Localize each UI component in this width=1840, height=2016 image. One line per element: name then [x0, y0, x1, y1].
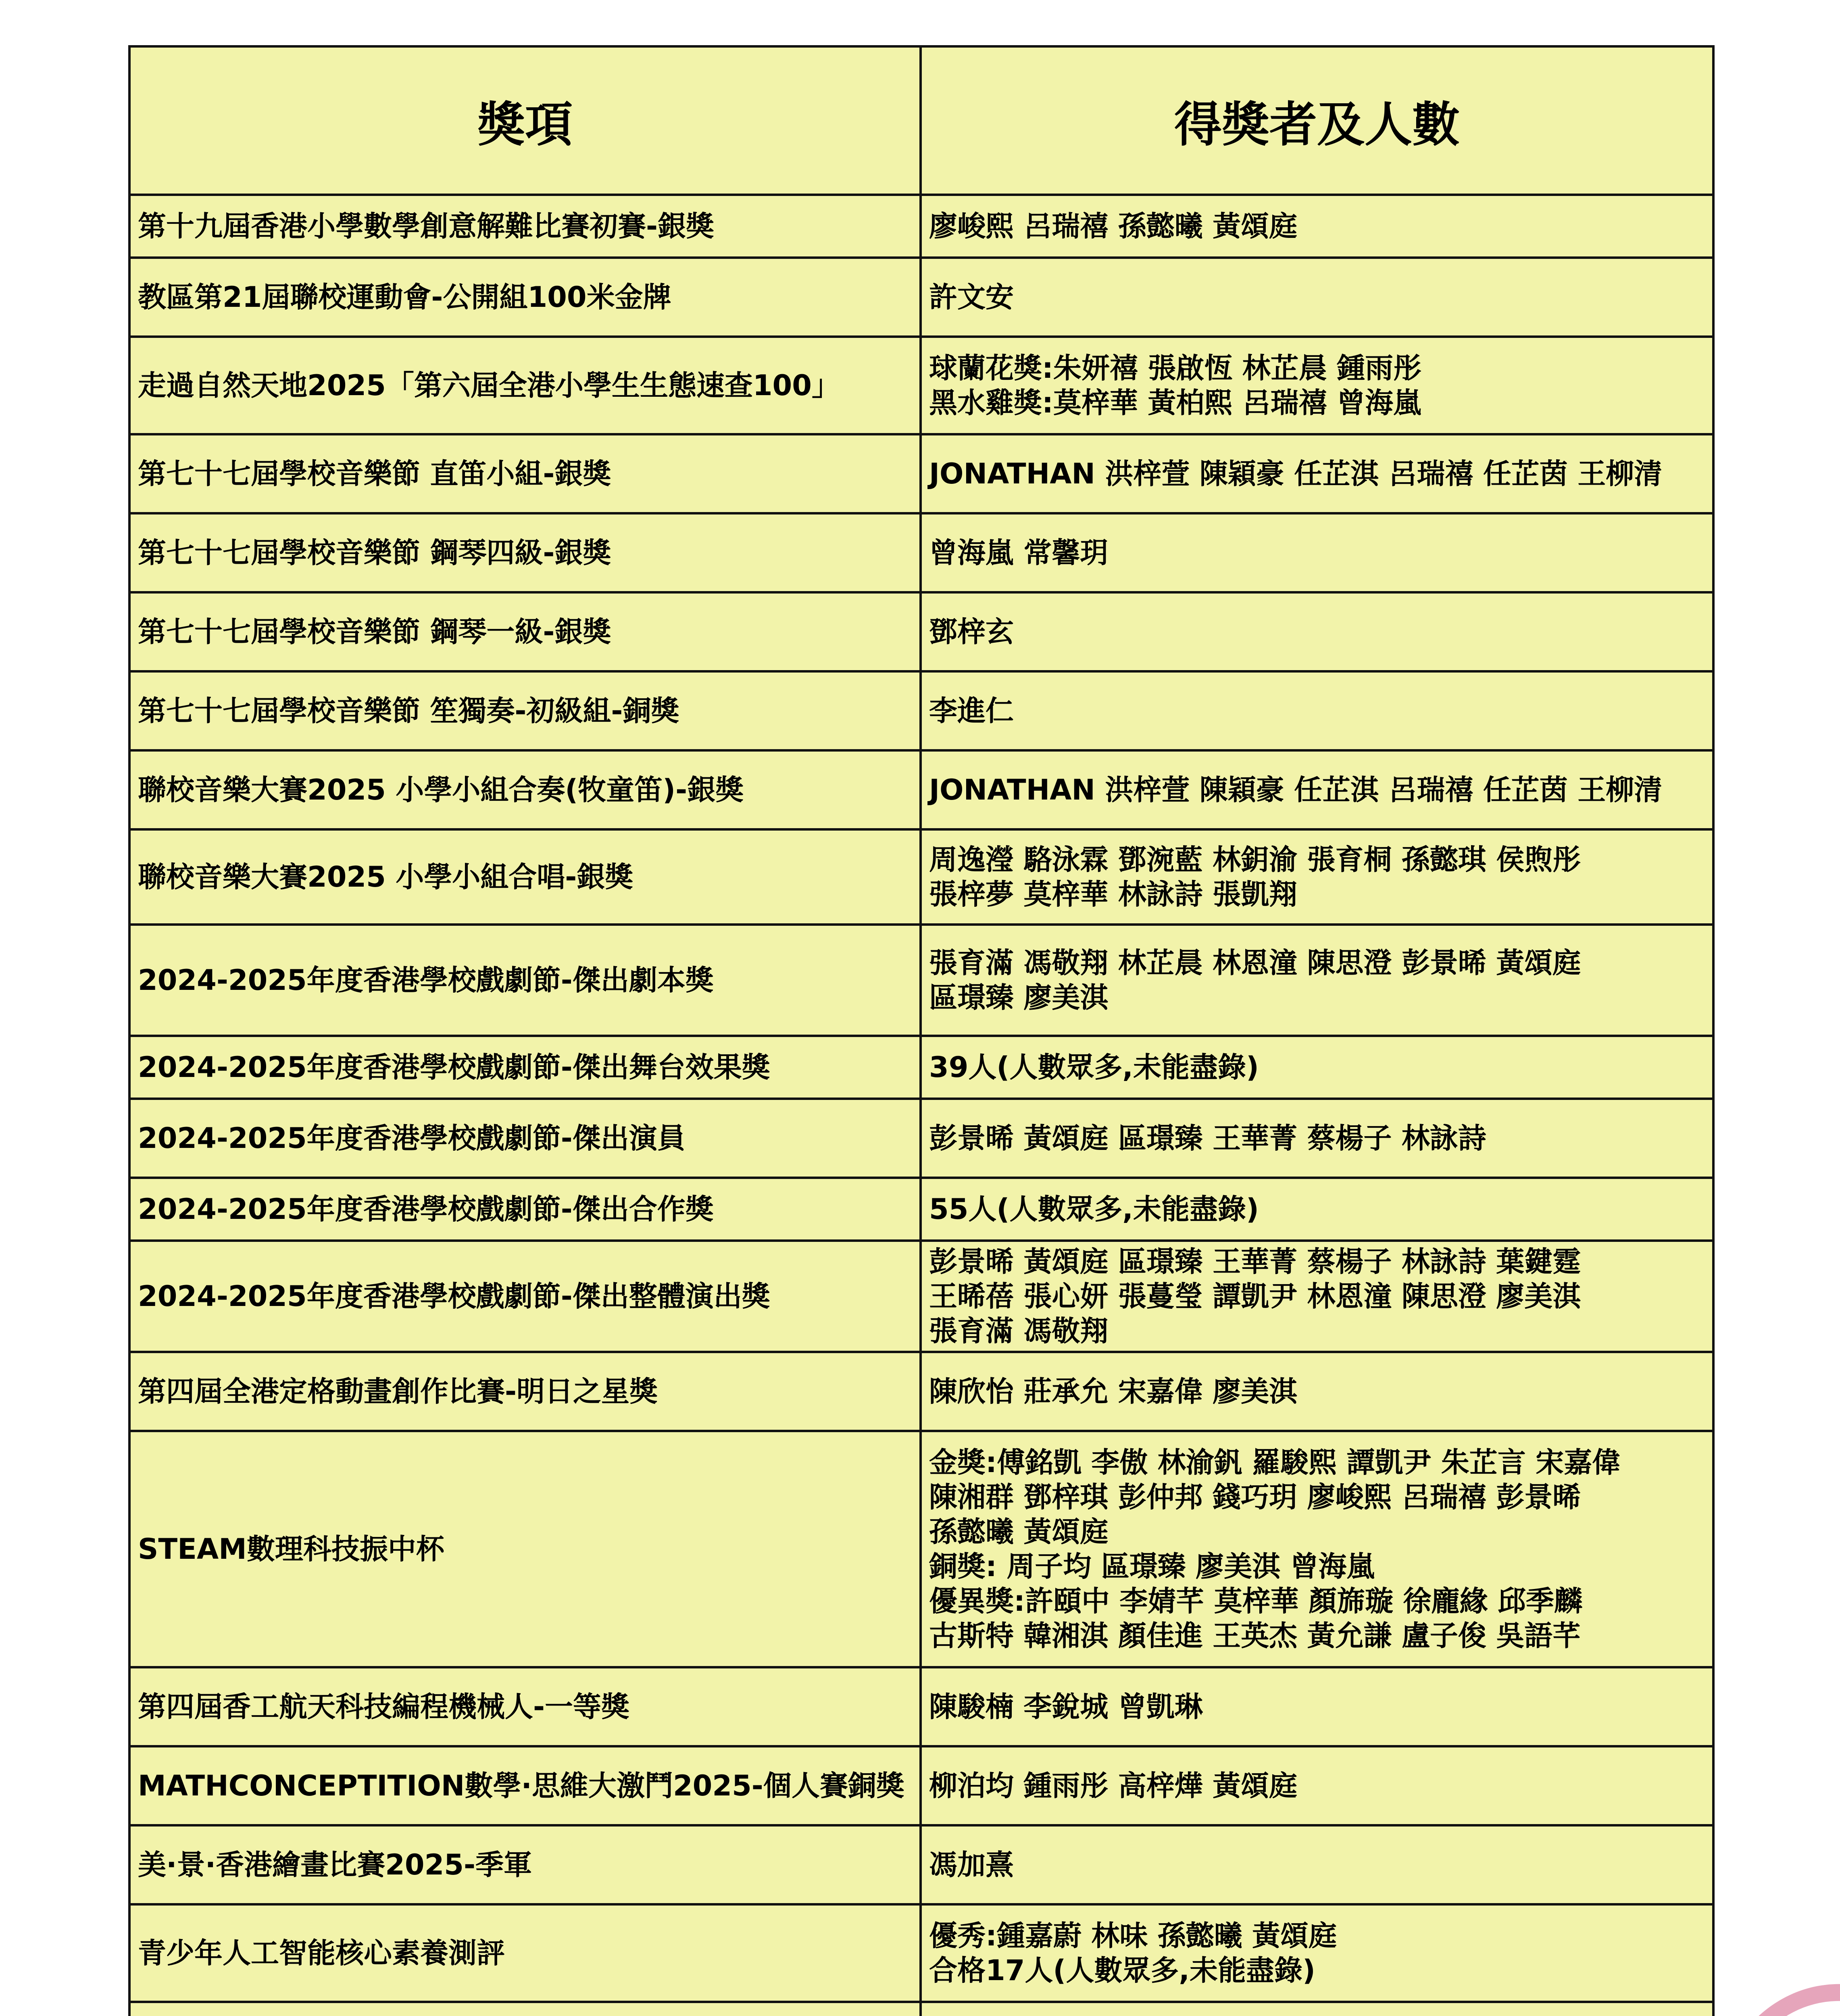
table-row — [129, 337, 1713, 434]
winner-line: 馮加熹 — [929, 1848, 1014, 1881]
winners-cell — [921, 2002, 1713, 2016]
winners-cell — [921, 1352, 1713, 1431]
winner-line: 球蘭花獎:朱妍禧 張啟恆 林芷晨 鍾雨彤 — [929, 352, 1422, 385]
awards-table — [128, 45, 1715, 2016]
award-cell: 聯校音樂大賽2025 小學小組合唱-銀獎 — [129, 829, 921, 925]
table-row — [129, 1099, 1713, 1178]
winner-line: 古斯特 韓湘淇 顏佳進 王英杰 黃允謙 盧子俊 吳語芊 — [929, 1619, 1581, 1652]
table-body — [129, 195, 1713, 2016]
winner-line: 優異獎:許頤中 李婧芊 莫梓華 顏旆璇 徐龐緣 邱季麟 — [929, 1585, 1582, 1618]
award-cell: MATHCONCEPTITION數學·思維大激鬥2025-個人賽銅獎 — [129, 1746, 921, 1825]
winners-cell — [921, 434, 1713, 513]
winner-line: 張育滿 馮敬翔 — [929, 1314, 1109, 1347]
table-row — [129, 750, 1713, 829]
award-cell: 美·景·香港繪畫比賽2025-季軍 — [129, 1825, 921, 1904]
award-cell: 教區第21屆聯校運動會-公開組100米金牌 — [129, 258, 921, 337]
table-row — [129, 1352, 1713, 1431]
award-cell: 第十九屆香港小學數學創意解難比賽初賽-銀獎 — [129, 195, 921, 258]
winner-line: 彭景晞 黃頌庭 區璟臻 王華菁 蔡楊子 林詠詩 — [929, 1122, 1486, 1155]
award-cell: 2024-2025年度香港學校戲劇節-傑出劇本獎 — [129, 925, 921, 1036]
winner-line: 柳泊均 鍾雨彤 高梓燁 黃頌庭 — [929, 1769, 1298, 1802]
table-row — [129, 1036, 1713, 1099]
winners-cell — [921, 1904, 1713, 2002]
table-row — [129, 1667, 1713, 1746]
winners-cell — [921, 925, 1713, 1036]
award-cell: 第四屆全港定格動畫創作比賽-明日之星獎 — [129, 1352, 921, 1431]
winners-cell — [921, 1036, 1713, 1099]
winners-cell — [921, 1099, 1713, 1178]
winner-line: 許文安 — [929, 281, 1014, 314]
table-row — [129, 925, 1713, 1036]
winner-line: 周逸瀅 駱泳霖 鄧涴藍 林鈅渝 張育桐 孫懿琪 侯煦彤 — [929, 843, 1581, 876]
winner-line: 曾海嵐 常馨玥 — [929, 536, 1109, 569]
winners-cell — [921, 1431, 1713, 1667]
winners-cell — [921, 258, 1713, 337]
table-row — [129, 1431, 1713, 1667]
winner-line: 優秀:鍾嘉蔚 林味 孫懿曦 黃頌庭 — [929, 1919, 1337, 1952]
header-award: 獎項 — [129, 46, 921, 195]
winners-cell — [921, 1825, 1713, 1904]
winners-cell — [921, 592, 1713, 671]
table-row — [129, 1241, 1713, 1352]
award-cell: 第七十七屆學校音樂節 鋼琴四級-銀獎 — [129, 513, 921, 592]
table-row — [129, 1825, 1713, 1904]
award-cell: 2024-2025年度香港學校戲劇節-傑出演員 — [129, 1099, 921, 1178]
award-cell: 走過自然天地2025「第六屆全港小學生生態速查100」 — [129, 337, 921, 434]
winner-line: 孫懿曦 黃頌庭 — [929, 1515, 1109, 1548]
award-cell: 聯校音樂大賽2025 小學小組合奏(牧童笛)-銀獎 — [129, 750, 921, 829]
header-row — [129, 46, 1713, 195]
winner-line: 陳湘群 鄧梓琪 彭仲邦 錢巧玥 廖峻熙 呂瑞禧 彭景晞 — [929, 1481, 1581, 1514]
winner-line: JONATHAN 洪梓萱 陳穎豪 任芷淇 呂瑞禧 任芷茵 王柳清 — [929, 457, 1663, 490]
award-cell: 2024-2025年度香港學校戲劇節-傑出舞台效果獎 — [129, 1036, 921, 1099]
award-cell: 2024-2025年度香港學校戲劇節-傑出合作獎 — [129, 1178, 921, 1241]
award-cell: 第七十七屆學校音樂節 直笛小組-銀獎 — [129, 434, 921, 513]
winner-line: 張梓夢 莫梓華 林詠詩 張凱翔 — [929, 878, 1298, 911]
table-row — [129, 513, 1713, 592]
winners-cell — [921, 195, 1713, 258]
winners-cell — [921, 1667, 1713, 1746]
winner-line: 鄧梓玄 — [929, 615, 1014, 648]
table-row — [129, 1904, 1713, 2002]
winner-line: 張育滿 馮敬翔 林芷晨 林恩潼 陳思澄 彭景晞 黃頌庭 — [929, 946, 1581, 979]
winners-cell — [921, 1746, 1713, 1825]
table-row — [129, 2002, 1713, 2016]
winners-cell — [921, 513, 1713, 592]
winner-line: 合格17人(人數眾多,未能盡錄) — [929, 1954, 1315, 1987]
winners-cell — [921, 1241, 1713, 1352]
winner-line: 55人(人數眾多,未能盡錄) — [929, 1193, 1259, 1226]
award-cell: 2024-2025年度香港學校戲劇節-傑出整體演出獎 — [129, 1241, 921, 1352]
award-cell — [129, 2002, 921, 2016]
winner-line: 黑水雞獎:莫梓華 黃柏熙 呂瑞禧 曾海嵐 — [929, 386, 1422, 419]
table-row — [129, 195, 1713, 258]
winner-line: 王晞蓓 張心妍 張蔓瑩 譚凱尹 林恩潼 陳思澄 廖美淇 — [929, 1280, 1581, 1313]
decorative-pink-arc — [1694, 1967, 1840, 2016]
winner-line: 彭景晞 黃頌庭 區璟臻 王華菁 蔡楊子 林詠詩 葉鍵霆 — [929, 1245, 1581, 1278]
winners-cell — [921, 829, 1713, 925]
table-row — [129, 671, 1713, 750]
winners-cell — [921, 671, 1713, 750]
table-row — [129, 592, 1713, 671]
winner-line: 李進仁 — [929, 694, 1014, 727]
table-row — [129, 829, 1713, 925]
winner-line: 陳欣怡 莊承允 宋嘉偉 廖美淇 — [929, 1375, 1298, 1408]
winner-line: 區璟臻 廖美淇 — [929, 981, 1109, 1014]
table-row — [129, 258, 1713, 337]
winner-line: 銅獎: 周子均 區璟臻 廖美淇 曾海嵐 — [929, 1550, 1375, 1583]
winners-cell — [921, 1178, 1713, 1241]
winners-cell — [921, 750, 1713, 829]
award-cell: 第七十七屆學校音樂節 鋼琴一級-銀獎 — [129, 592, 921, 671]
winner-line: 39人(人數眾多,未能盡錄) — [929, 1051, 1259, 1084]
award-cell: 第七十七屆學校音樂節 笙獨奏-初級組-銅獎 — [129, 671, 921, 750]
award-cell: 青少年人工智能核心素養測評 — [129, 1904, 921, 2002]
winner-line: JONATHAN 洪梓萱 陳穎豪 任芷淇 呂瑞禧 任芷茵 王柳清 — [929, 773, 1663, 806]
table-row — [129, 434, 1713, 513]
table-row — [129, 1178, 1713, 1241]
award-cell: 第四屆香工航天科技編程機械人-一等獎 — [129, 1667, 921, 1746]
header-winners: 得獎者及人數 — [921, 46, 1713, 195]
winner-line: 金獎:傅銘凱 李傲 林渝釩 羅駿熙 譚凱尹 朱芷言 宋嘉偉 — [929, 1446, 1621, 1479]
table-row — [129, 1746, 1713, 1825]
winner-line: 陳駿楠 李銳城 曾凱琳 — [929, 1690, 1203, 1723]
winner-line: 廖峻熙 呂瑞禧 孫懿曦 黃頌庭 — [929, 210, 1298, 243]
winners-cell — [921, 337, 1713, 434]
award-cell: STEAM數理科技振中杯 — [129, 1431, 921, 1667]
